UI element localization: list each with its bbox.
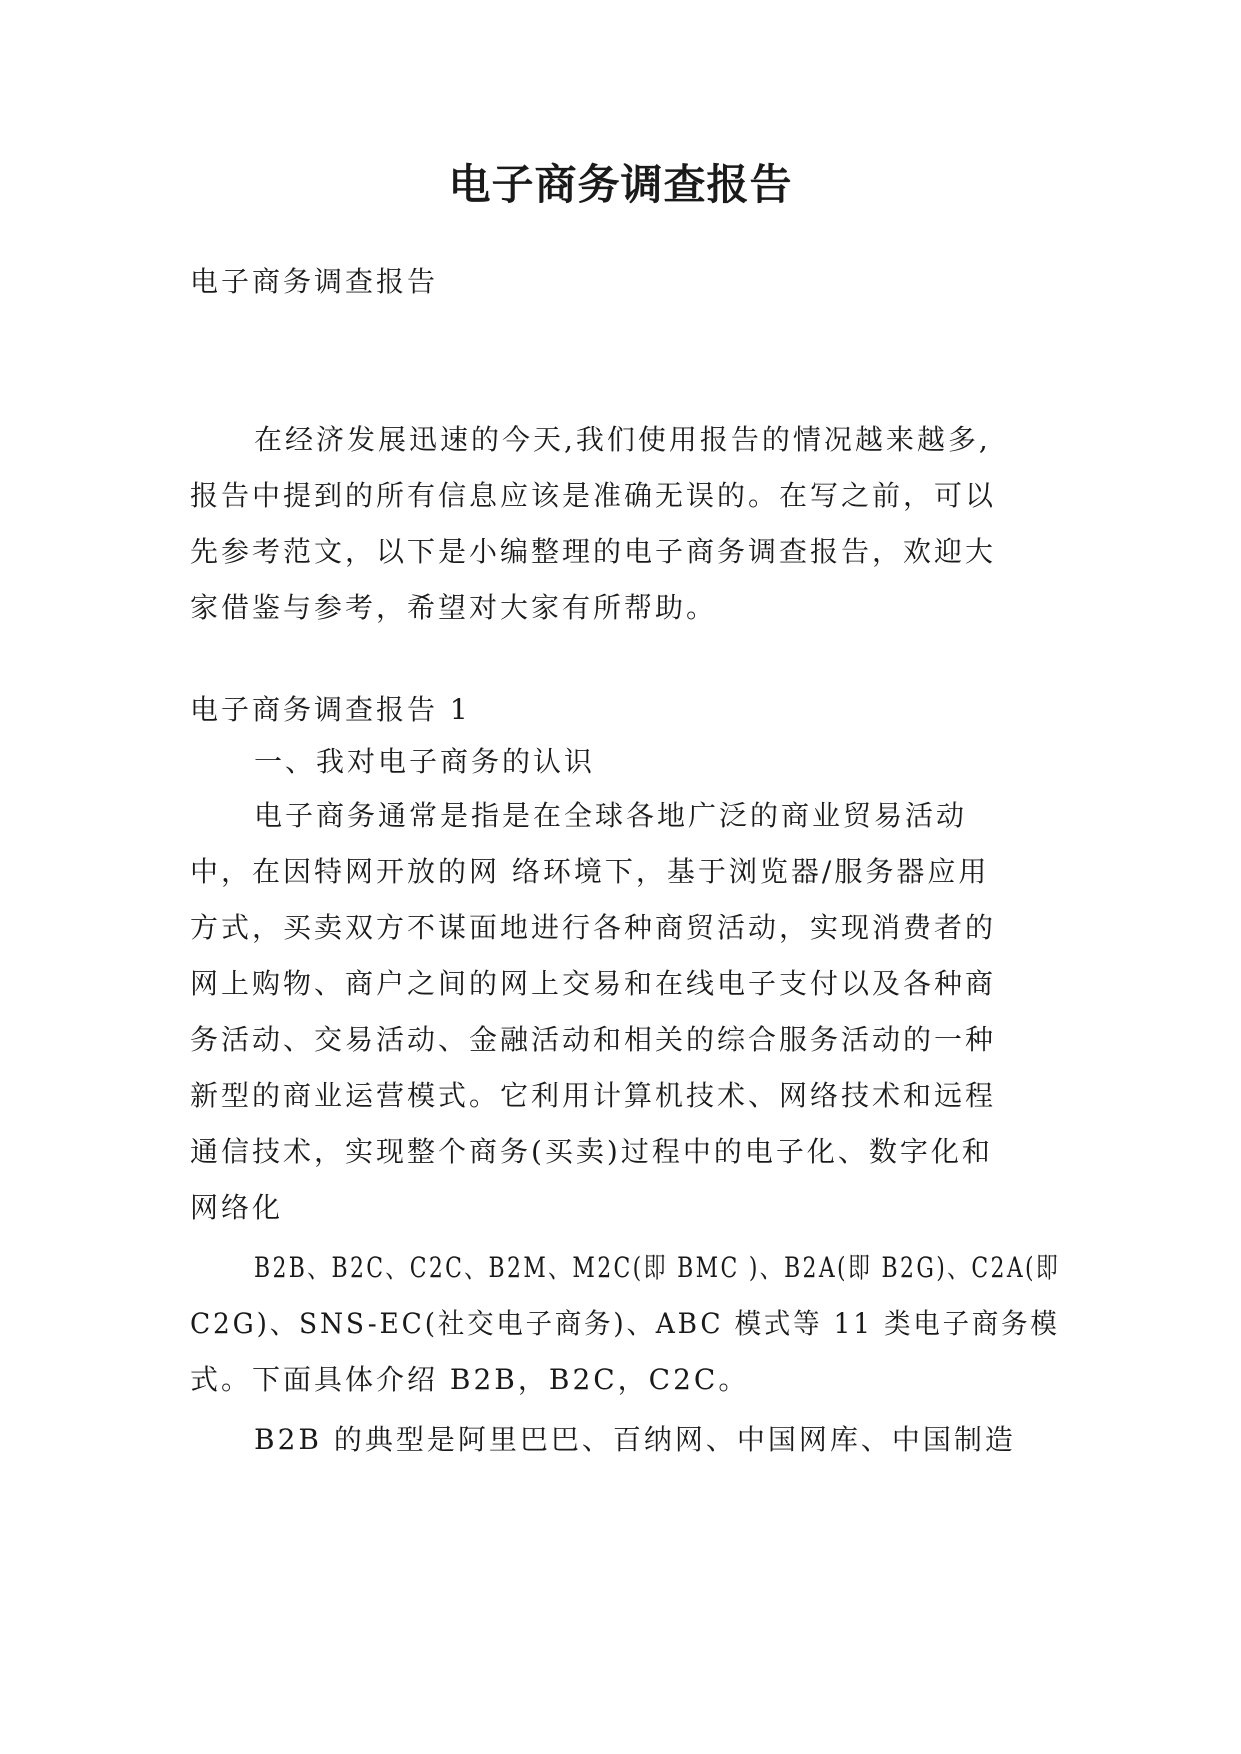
- section-subheading: 一、我对电子商务的认识: [254, 745, 596, 778]
- paragraph-line: 式。下面具体介绍 B2B，B2C，C2C。: [190, 1363, 750, 1396]
- paragraph-line: 电子商务通常是指是在全球各地广泛的商业贸易活动: [254, 799, 968, 832]
- paragraph-line: B2B、B2C、C2C、B2M、M2C(即 BMC )、B2A(即 B2G)、C2A(即: [254, 1251, 1061, 1284]
- document-subtitle: 电子商务调查报告: [190, 265, 439, 298]
- paragraph-line: 务活动、交易活动、金融活动和相关的综合服务活动的一种: [190, 1023, 997, 1056]
- paragraph-line: 方式，买卖双方不谋面地进行各种商贸活动，实现消费者的: [190, 911, 997, 944]
- intro-line: 在经济发展迅速的今天,我们使用报告的情况越来越多,: [254, 423, 991, 456]
- paragraph-line: C2G)、SNS-EC(社交电子商务)、ABC 模式等 11 类电子商务模: [190, 1307, 1060, 1340]
- paragraph-line: 通信技术，实现整个商务(买卖)过程中的电子化、数字化和: [190, 1135, 993, 1168]
- paragraph-line: 网络化: [190, 1191, 284, 1224]
- paragraph-line: 中，在因特网开放的网 络环境下，基于浏览器/服务器应用: [190, 855, 990, 888]
- paragraph-line: 新型的商业运营模式。它利用计算机技术、网络技术和远程: [190, 1079, 997, 1112]
- intro-line: 报告中提到的所有信息应该是准确无误的。在写之前，可以: [190, 479, 997, 512]
- intro-line: 家借鉴与参考，希望对大家有所帮助。: [190, 591, 718, 624]
- paragraph-line: 网上购物、商户之间的网上交易和在线电子支付以及各种商: [190, 967, 997, 1000]
- paragraph-line: B2B 的典型是阿里巴巴、百纳网、中国网库、中国制造: [254, 1423, 1016, 1456]
- section-heading: 电子商务调查报告 1: [190, 693, 471, 726]
- intro-line: 先参考范文，以下是小编整理的电子商务调查报告，欢迎大: [190, 535, 997, 568]
- document-title: 电子商务调查报告: [448, 160, 793, 209]
